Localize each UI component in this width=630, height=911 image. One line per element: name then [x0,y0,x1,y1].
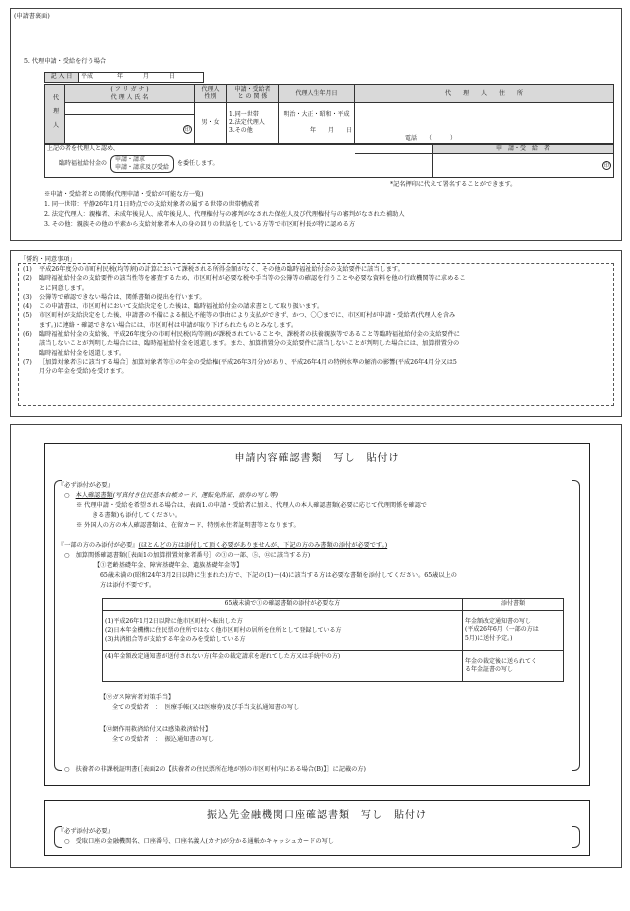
oath-item-text: 該当しないことが判明した場合には、臨時福祉給付金を返還します。また、加算措置分の支給要件に該当しないことが判明した場合には、加算措置分の [39,340,460,348]
pension-sub: 【①老齢基礎年金、障害基礎年金、遺族基礎年金等】 [94,562,243,569]
oath-item [23,312,611,321]
oath-item-number: (1) [23,266,32,273]
oath-item-number [23,322,39,331]
oath-item [23,368,611,377]
bank-bracket-right [572,826,580,848]
name-col-header: ( フ リ ガ ナ ) 代 理 人 氏 名 [65,85,195,103]
entry-era: 平成 [81,73,94,81]
id-note-1b: きる書類)も添付してください。 [92,512,182,519]
delegation-table [44,144,614,178]
proxy-name-field[interactable] [65,115,195,144]
oath-item [23,340,611,349]
dependent-line: ○ 扶養者の非課税証明書(［表面2の【扶養者の住民票所在地が別の市区町村内にある場合(B)】］に記載の方) [64,766,366,773]
id-note-1a: ※ 代理申請・受給を希望される場合は、表面1.の申請・受給者に加え、代理人の本人確認書類(必要に応じて代理関係を確認で [76,502,427,509]
oath-item-text: 臨時福祉給付金の支給要件の該当性等を審査するため、市区町村が必要な税や手当等の公簿等の確認を行うことや必要な資料を他の行政機関等に求めるこ [39,275,466,283]
relation-note-title: ※申請・受給者との関係(代理申請・受給が可能な方一覧) [44,191,204,198]
id-doc-line: ○ 本人確認書類(写真付き住民基本台帳カード、運転免許証、旅券の写し等) [64,492,278,499]
birth-field[interactable]: 明治・大正・昭和・平成 年 月 日 [279,103,355,144]
delegation-text: 上記の者を代理人と認め、 臨時福祉給付金の 申請・請求 申請・請求及び受給 を委任します。 [45,145,355,178]
oath-item-number [23,285,39,294]
partial-heading: 『一部の方のみ添付が必要』(ほとんどの方は添付して頂く必要がありませんが、下記の方のみ書類の添付が必要です。) [58,542,388,549]
oath-item-number: (5) [23,312,32,320]
pension-table-head-right: 添付書類 [463,599,564,611]
delegation-blank [355,145,433,154]
confirm-title: 申請内容確認書類 写し 貼付け [234,453,400,464]
delegation-options[interactable]: 申請・請求 申請・請求及び受給 [110,155,174,173]
oath-box [18,263,614,406]
oath-item [23,285,611,294]
pension-desc-a: 65歳未満の(昭和24年3月2日以降に生まれた)方で、下記の(1)～(4)に該当する方は必要な書類を添付してください。65歳以上の [100,572,457,579]
pension-line: ○ 加算関係確認書類(［表面1の加算措置対象者番号］の①の一部、⑤、⑫に該当する方) [64,552,311,559]
birth-col-header: 代理人生年月日 [279,85,355,103]
pension-table [102,598,564,682]
relation-options[interactable]: 1.同一世帯 2.法定代理人 3.その他 [227,103,279,144]
required-heading: 『必ず添付が必要』 [58,482,114,489]
oath-item [23,359,611,368]
bank-doc-box [44,800,590,856]
oath-item-number [23,350,39,359]
entry-date-table [44,72,204,83]
oath-item-text: 公簿等で確認できない場合は、関係書類の提出を行います。 [39,293,206,301]
oath-item-text: ［加算対象者⑤に該当する場合］加算対象者等①の年金の受給権(平成26年3月分)があり、平成26年4月の特例水準の解消の影響(平成26年4月分又は5 [39,358,457,366]
oath-item-number: (6) [23,331,32,339]
delegation-blank2 [355,154,433,178]
oath-item-number: (3) [23,293,32,301]
gas-title: 【⑨ガス障害者対策手当】 [100,694,175,701]
oath-item [23,294,611,303]
oath-item-text: 臨時福祉給付金の支給後、平成26年度分の市町村民税(均等割)が課税されていることや、課税者の扶養親族等であること等臨時福祉給付金の支給要件に [39,331,460,339]
bank-title: 振込先金融機関口座確認書類 写し 貼付け [207,810,427,821]
oath-item-text: 平成26年度分の市町村民税(均等割)の計算において課税される所得金額がなく、その他の臨時福祉給付金の支給要件に該当します。 [39,266,404,273]
entry-month: 月 [142,73,149,81]
entry-date-field[interactable] [79,73,204,83]
oath-item [23,266,611,275]
oath-item-text: 月分の年金を受給)を受けます。 [39,368,128,376]
entry-day: 日 [168,73,175,81]
address-field[interactable] [355,103,614,144]
oath-title: 「誓約・同意事項」 [20,256,76,263]
pension-table-right-a: 年金額改定通知書の写し (平成26年6月（一部の方は 5月)に送付予定。) [463,611,564,651]
applicant-signature-field[interactable] [433,154,614,178]
proxy-heading: 5. 代理申請・受給を行う場合 [24,58,107,65]
confirm-bracket-right [572,480,580,771]
oath-item [23,331,611,340]
applicant-header: 申 請・受 給 者 [433,145,614,154]
pension-table-row-a: (1)平成26年1月2日以降に他市区町村へ転出した方 (2)日本年金機構に住民票の住所ではなく他市区町村の居所を住所として登録している方 (3)共済組合等が支給する年金のみを受給している方 [103,611,463,651]
oath-item [23,350,611,359]
oath-item-text: ます。)に連絡・確認できない場合には、市区町村は申請が取り下げられたものとみなします。 [39,321,298,329]
relation-note-2: 2. 法定代理人：親権者、未成年後見人、成年後見人、代理権付与の審判がなされた保佐人及び代理権付与の審判がなされた補助人 [44,211,405,218]
oath-item-text: 臨時福祉給付金を返還します。 [39,349,126,357]
relation-note-3: 3. その他：親族その他の平素から支給対象者本人の身の回りの世話をしている方等で市区町村長が特に認める方 [44,221,356,228]
pension-table-row-b: (4)年金額改定通知書が送付されない方(年金の裁定請求を遅れてした方又は手続中の方) [103,651,463,682]
oath-item-number [23,340,39,349]
furigana-field[interactable] [65,103,195,115]
pension-desc-b: 方は添付不要です。 [100,582,156,589]
oath-item-number: (7) [23,358,32,366]
back-side-label: (申請書裏面) [14,13,50,20]
oath-item-number [23,368,39,377]
oath-item-text: とに同意します。 [39,284,89,292]
relation-col-header: 申請・受給者 と の 関 係 [227,85,279,103]
oath-item [23,275,611,284]
seal-note: *記名押印に代えて署名することができます。 [390,181,517,188]
oath-item-number: (2) [23,275,32,283]
seal-icon: 印 [184,126,190,133]
proxy-row-label: 代 理 人 [45,85,65,144]
oath-item-text: この申請書は、市区町村において支給決定をした後は、臨時福祉給付金の請求書として取り扱います。 [39,303,324,311]
relation-note-1: 1. 同一世帯：平静26年1月1日時点での支給対象者の属する世帯の世帯構成者 [44,201,260,208]
proxy-table [44,84,614,144]
entry-year: 年 [116,73,123,81]
gas-detail: 全ての受給者 ： 医療手帳(又は医療券)及び手当支払通知書の写し [112,704,300,711]
bank-required-heading: 『必ず添付が必要』 [58,828,114,835]
id-note-2: ※ 外国人の方の本人確認書類は、在留カード、特別永住者証明書等となります。 [76,522,300,529]
applicant-seal-icon: 印 [603,163,609,169]
relief-detail: 全ての受給者 ： 振込通知書の写し [112,736,215,743]
pension-table-head-left: 65歳未満で①の確認書類の添付が必要な方 [103,599,463,611]
oath-item-text: 市区町村が支給決定をした後、申請書の不備による振込不能等の事由により支払ができず、かつ、〇〇までに、市区町村が申請・受給者(代理人を含み [39,312,456,320]
phone-label: 電話 （ ） [405,134,457,142]
pension-table-right-b: 年金の裁定後に送られてく る年金証書の写し [463,651,564,682]
entry-date-label: 記 入 日 [45,73,79,83]
bank-detail: ○ 受取口座の金融機関名、口座番号、口座名義人(カナ)が分かる通帳かキャッシュカードの写し [64,838,334,845]
confirm-bracket-left [54,480,62,771]
gender-col-header: 代理人 性別 [195,85,227,103]
address-col-header: 代 理 人 住 所 [355,85,614,103]
oath-item [23,322,611,331]
gender-value[interactable]: 男・女 [195,103,227,144]
relief-title: 【⑫網作用救済給付又は感染救済給付】 [100,726,212,733]
oath-item-number: (4) [23,303,32,311]
